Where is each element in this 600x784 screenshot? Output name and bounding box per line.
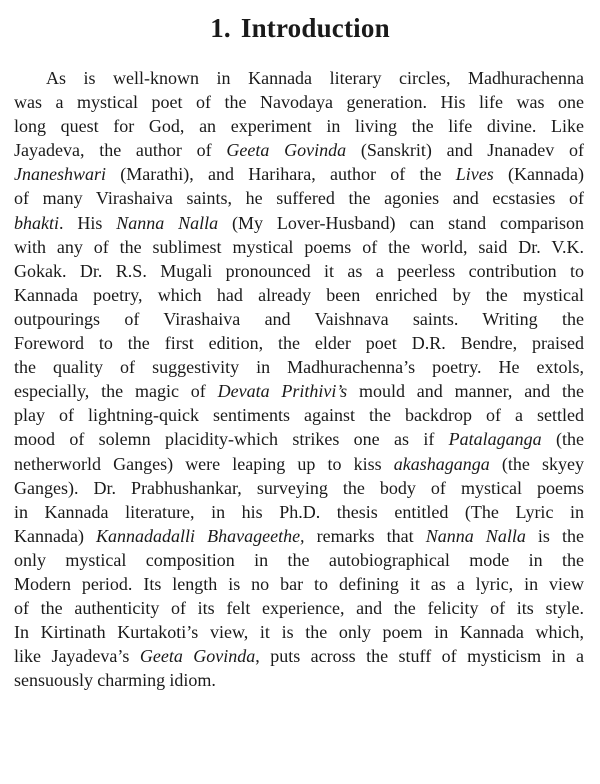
text-run: (Marathi), and Harihara, author of the xyxy=(106,164,456,185)
text-line xyxy=(14,162,584,186)
text-line xyxy=(14,572,584,596)
text-run: Kannada poetry, which had already been enriched by the mystical xyxy=(14,284,584,305)
text-line xyxy=(14,186,584,210)
text-run: , puts across the stuff of mysticism in a xyxy=(255,646,584,667)
text-line xyxy=(14,307,584,331)
italic-text-run: Lives xyxy=(455,164,494,185)
text-run: in Kannada literature, in his Ph.D. thesis entitled (The Lyric in xyxy=(14,501,584,522)
text-run: play of lightning-quick sentiments against the backdrop of a settled xyxy=(14,405,584,426)
text-run: is the xyxy=(525,525,584,546)
text-line xyxy=(14,548,584,572)
text-line xyxy=(14,452,584,476)
chapter-title: Introduction xyxy=(240,13,390,43)
italic-text-run: Nanna Nalla xyxy=(116,212,219,233)
italic-text-run: Geeta Govinda xyxy=(139,646,256,667)
text-run: sensuously charming idiom. xyxy=(14,670,216,691)
text-line xyxy=(14,259,584,283)
text-run: (the skyey xyxy=(489,453,584,474)
text-run: outpourings of Virashaiva and Vaishnava saints. Writing the xyxy=(14,308,584,329)
text-run: long quest for God, an experiment in living the life divine. Like xyxy=(14,116,584,137)
text-line xyxy=(14,620,584,644)
text-run: (Kannada) xyxy=(493,164,584,185)
text-line xyxy=(14,524,584,548)
text-run: of the authenticity of its felt experience, and the felicity of its style. xyxy=(14,598,584,619)
text-line xyxy=(14,331,584,355)
italic-text-run: Jnaneshwari xyxy=(14,164,106,185)
text-line xyxy=(14,211,584,235)
italic-text-run: Nanna Nalla xyxy=(425,525,526,546)
text-line xyxy=(14,283,584,307)
text-run: In Kirtinath Kurtakoti’s view, it is the only poem in Kannada which, xyxy=(14,622,584,643)
text-line xyxy=(14,427,584,451)
text-run: mood of solemn placidity-which strikes one as if xyxy=(14,429,449,450)
text-run: the quality of suggestivity in Madhurachenna’s poetry. He extols, xyxy=(14,357,584,378)
text-run: netherworld Ganges) were leaping up to kiss xyxy=(14,453,394,474)
text-run: with any of the sublimest mystical poems of the world, said Dr. V.K. xyxy=(14,236,584,257)
text-run: (Sanskrit) and Jnanadev of xyxy=(346,140,585,161)
italic-text-run: bhakti xyxy=(14,212,59,233)
text-run: of many Virashaiva saints, he suffered the agonies and ecstasies of xyxy=(14,188,584,209)
italic-text-run: akashaganga xyxy=(393,453,490,474)
text-run: (My Lover-Husband) can stand comparison xyxy=(218,212,584,233)
text-line xyxy=(14,668,584,692)
text-line xyxy=(14,379,584,403)
text-run: only mystical composition in the autobiographical mode in the xyxy=(14,549,584,570)
text-run: Ganges). Dr. Prabhushankar, surveying the body of mystical poems xyxy=(14,477,584,498)
text-run: like Jayadeva’s xyxy=(14,646,140,667)
text-run: mould and manner, and the xyxy=(347,381,585,402)
text-line xyxy=(14,66,584,90)
text-line xyxy=(14,644,584,668)
text-run: . His xyxy=(59,212,117,233)
text-line xyxy=(14,114,584,138)
text-run: Modern period. Its length is no bar to defining it as a lyric, in view xyxy=(14,573,584,594)
italic-text-run: Kannadadalli Bhavageethe, xyxy=(96,525,305,546)
text-run: Foreword to the first edition, the elder poet D.R. Bendre, praised xyxy=(14,333,584,354)
italic-text-run: Patalaganga xyxy=(448,429,542,450)
text-line xyxy=(14,90,584,114)
text-line xyxy=(14,500,584,524)
text-line xyxy=(14,596,584,620)
text-run: Jayadeva, the author of xyxy=(14,140,227,161)
chapter-number: 1. xyxy=(210,13,231,43)
italic-text-run: Geeta Govinda xyxy=(226,140,347,161)
text-line xyxy=(14,138,584,162)
text-run: Gokak. Dr. R.S. Mugali pronounced it as a peerless contribution to xyxy=(14,260,584,281)
text-run: (the xyxy=(541,429,584,450)
text-line xyxy=(14,403,584,427)
text-run: As is well-known in Kannada literary circles, Madhurachenna xyxy=(46,68,584,88)
italic-text-run: Devata Prithivi’s xyxy=(217,381,348,402)
text-line xyxy=(14,476,584,500)
text-run: was a mystical poet of the Navodaya generation. His life was one xyxy=(14,92,584,113)
text-line xyxy=(14,235,584,259)
text-run: remarks that xyxy=(304,525,426,546)
text-run: especially, the magic of xyxy=(14,381,218,402)
body-paragraph xyxy=(14,66,584,692)
text-run: Kannada) xyxy=(14,525,97,546)
chapter-heading xyxy=(0,10,600,46)
text-line xyxy=(14,355,584,379)
